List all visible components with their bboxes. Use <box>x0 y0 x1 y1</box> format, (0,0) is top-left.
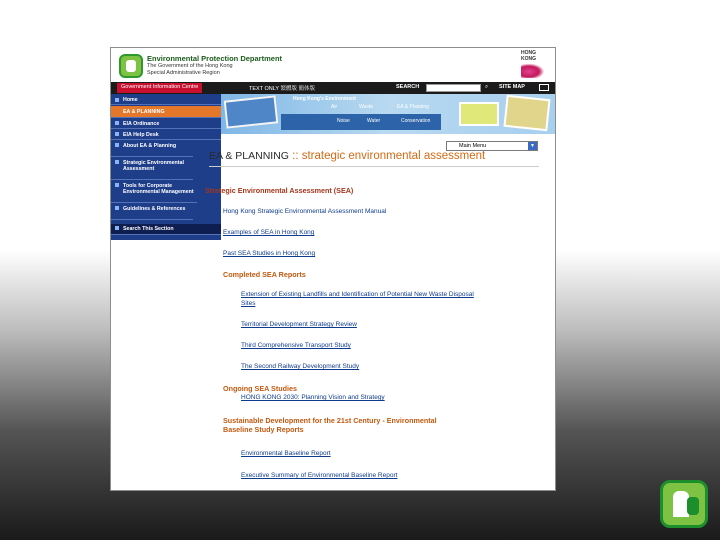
flying-dragon-icon <box>521 62 547 78</box>
magnifier-icon <box>115 226 119 230</box>
hong-kong-brand: HONG KONG <box>521 50 536 62</box>
sidebar-item-tools[interactable]: Tools for Corporate Environmental Management <box>111 181 197 203</box>
link-sea-manual[interactable]: Hong Kong Strategic Environmental Assessment Manual <box>223 208 387 215</box>
search-icon[interactable]: ⌕ <box>485 84 489 90</box>
gic-link[interactable]: Government Information Centre <box>117 83 202 93</box>
epd-corner-logo-icon <box>660 480 708 528</box>
link-env-baseline[interactable]: Environmental Baseline Report <box>241 450 331 457</box>
link-sea-examples[interactable]: Examples of SEA in Hong Kong <box>223 229 315 236</box>
banner-link-air[interactable]: Air <box>331 104 338 110</box>
banner-image-middle[interactable] <box>459 102 499 126</box>
banner <box>221 94 555 134</box>
link-hk2030[interactable]: HONG KONG 2030: Planning Vision and Strategy <box>241 394 385 401</box>
banner-link-conservation[interactable]: Conservation <box>401 118 431 124</box>
sidebar-item-guidelines[interactable]: Guidelines & References <box>111 204 193 220</box>
sidebar-item-home[interactable]: Home <box>111 96 221 105</box>
sidebar-search-section[interactable]: Search This Section <box>111 224 221 235</box>
link-landfills-cont[interactable]: Sites <box>241 300 256 307</box>
banner-link-water[interactable]: Water <box>367 118 381 124</box>
banner-link-noise[interactable]: Noise <box>337 118 350 124</box>
main-menu-select[interactable]: Main Menu ▼ <box>446 141 538 151</box>
page-title: EA & PLANNING :: strategic environmental assessment <box>209 150 486 162</box>
sidebar-item-sea[interactable]: Strategic Environmental Assessment <box>111 158 193 180</box>
banner-heading: Hong Kong's Environment <box>293 96 356 102</box>
browser-screenshot <box>110 47 556 491</box>
bullet-icon <box>115 143 119 147</box>
sidebar-item-eia-help-desk[interactable]: EIA Help Desk <box>111 130 221 140</box>
sidebar-item-ea-planning[interactable]: EA & PLANNING <box>111 106 221 118</box>
title-divider <box>209 166 539 167</box>
top-nav-bar <box>111 82 555 94</box>
sidebar-item-eia-ordinance[interactable]: EIA Ordinance <box>111 119 221 129</box>
section-heading-sea: Strategic Environmental Assessment (SEA) <box>205 186 354 195</box>
banner-image-left[interactable] <box>224 95 279 128</box>
chevron-down-icon[interactable]: ▼ <box>528 142 537 150</box>
search-input[interactable] <box>426 84 481 92</box>
site-map-link[interactable]: SITE MAP <box>499 84 525 90</box>
link-exec-summary[interactable]: Executive Summary of Environmental Baseline Report <box>241 472 398 479</box>
govt-name: The Government of the Hong Kong Special Administrative Region <box>147 63 233 76</box>
bullet-icon <box>115 121 119 125</box>
banner-link-ea[interactable]: EA & Planning <box>397 104 429 110</box>
sidebar <box>111 94 221 240</box>
mail-icon[interactable] <box>539 84 549 91</box>
banner-image-right[interactable] <box>503 95 550 131</box>
link-past-sea[interactable]: Past SEA Studies in Hong Kong <box>223 250 316 257</box>
home-icon <box>115 98 119 102</box>
dept-name: Environmental Protection Department <box>147 54 283 63</box>
link-territorial[interactable]: Territorial Development Strategy Review <box>241 321 357 328</box>
banner-link-waste[interactable]: Waste <box>359 104 373 110</box>
text-only-link[interactable]: TEXT ONLY 繁體版 簡体版 <box>249 86 316 92</box>
bullet-icon <box>115 160 119 164</box>
bullet-icon <box>115 206 119 210</box>
link-landfills[interactable]: Extension of Existing Landfills and Identification of Potential New Waste Disposal <box>241 291 474 298</box>
section-heading-completed: Completed SEA Reports <box>223 270 306 279</box>
sidebar-item-about[interactable]: About EA & Planning <box>111 141 193 157</box>
link-transport[interactable]: Third Comprehensive Transport Study <box>241 342 351 349</box>
epd-logo-icon[interactable] <box>119 54 143 78</box>
site-header <box>111 48 555 82</box>
bullet-icon <box>115 183 119 187</box>
link-railway[interactable]: The Second Railway Development Study <box>241 363 360 370</box>
search-label: SEARCH <box>396 84 420 90</box>
section-heading-sustainable: Sustainable Development for the 21st Century - Environmental Baseline Study Reports <box>223 416 437 434</box>
bullet-icon <box>115 132 119 136</box>
section-heading-ongoing: Ongoing SEA Studies <box>223 384 298 393</box>
